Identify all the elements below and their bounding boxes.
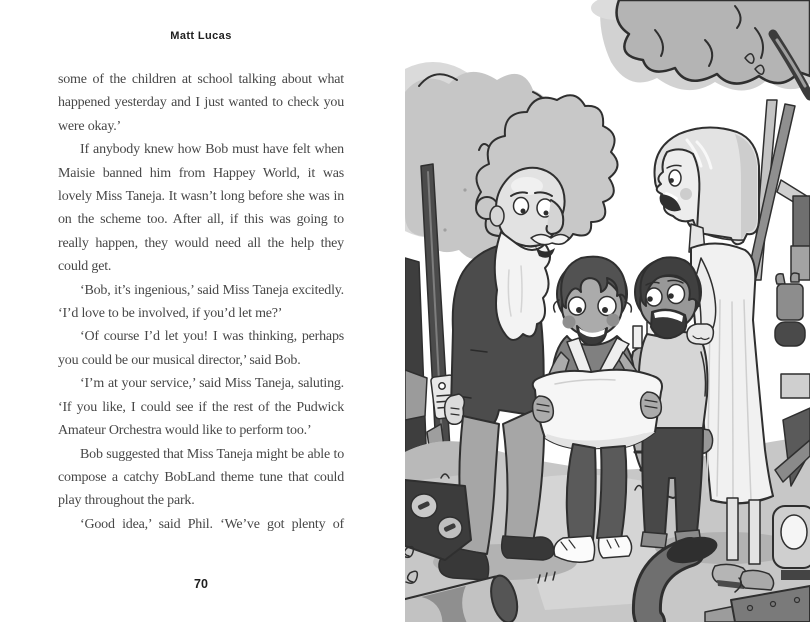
tree-canopy <box>591 0 810 96</box>
boy-middle-hand-right <box>641 392 662 418</box>
illustration <box>405 0 810 622</box>
paragraph: If anybody knew how Bob must have felt when Maisie banned him from Happey World, it was lovely Miss Taneja. It wasn’t long before she was in on the scheme too. After all, if this was going to really happen, they would need all the help they could get. <box>58 142 344 275</box>
paragraph: ‘I’m at your service,’ said Miss Taneja, saluting. ‘If you like, I could see if the rest of the Pudwick Amateur Orchestra would like to perform too.’ <box>58 376 344 439</box>
illustration-page <box>405 0 810 622</box>
woman-hand <box>687 324 713 344</box>
running-header: Matt Lucas <box>170 30 232 42</box>
sneaker-left <box>554 536 595 562</box>
body-text <box>58 68 344 536</box>
boy-middle-hand-left <box>533 396 554 422</box>
text-page <box>58 0 344 622</box>
paragraph: Bob suggested that Miss Taneja might be able to compose a catchy BobLand theme tune that could play throughout the park. <box>58 446 344 509</box>
woman-face <box>657 149 700 230</box>
paragraph: ‘Good idea,’ said Phil. ‘We’ve got plenty of <box>80 516 344 532</box>
paragraph: ‘Of course I’d let you! I was thinking, perhaps you could be our musical director,’ said Bob. <box>58 329 344 368</box>
can-box <box>405 480 471 560</box>
boy-middle-leg-right <box>597 446 626 540</box>
boy-middle-leg-left <box>567 444 596 540</box>
page-number: 70 <box>194 577 208 591</box>
old-man-hand <box>445 394 465 424</box>
old-man-shoe-right <box>502 536 554 560</box>
scrap-robot-piece <box>775 273 805 346</box>
paragraph: some of the children at school talking about what happened yesterday and I just wanted to check you were okay.’ <box>58 72 344 134</box>
paragraph: ‘Bob, it’s ingenious,’ said Miss Taneja excitedly. ‘I’d love to be involved, if you’d let me?’ <box>58 282 344 322</box>
